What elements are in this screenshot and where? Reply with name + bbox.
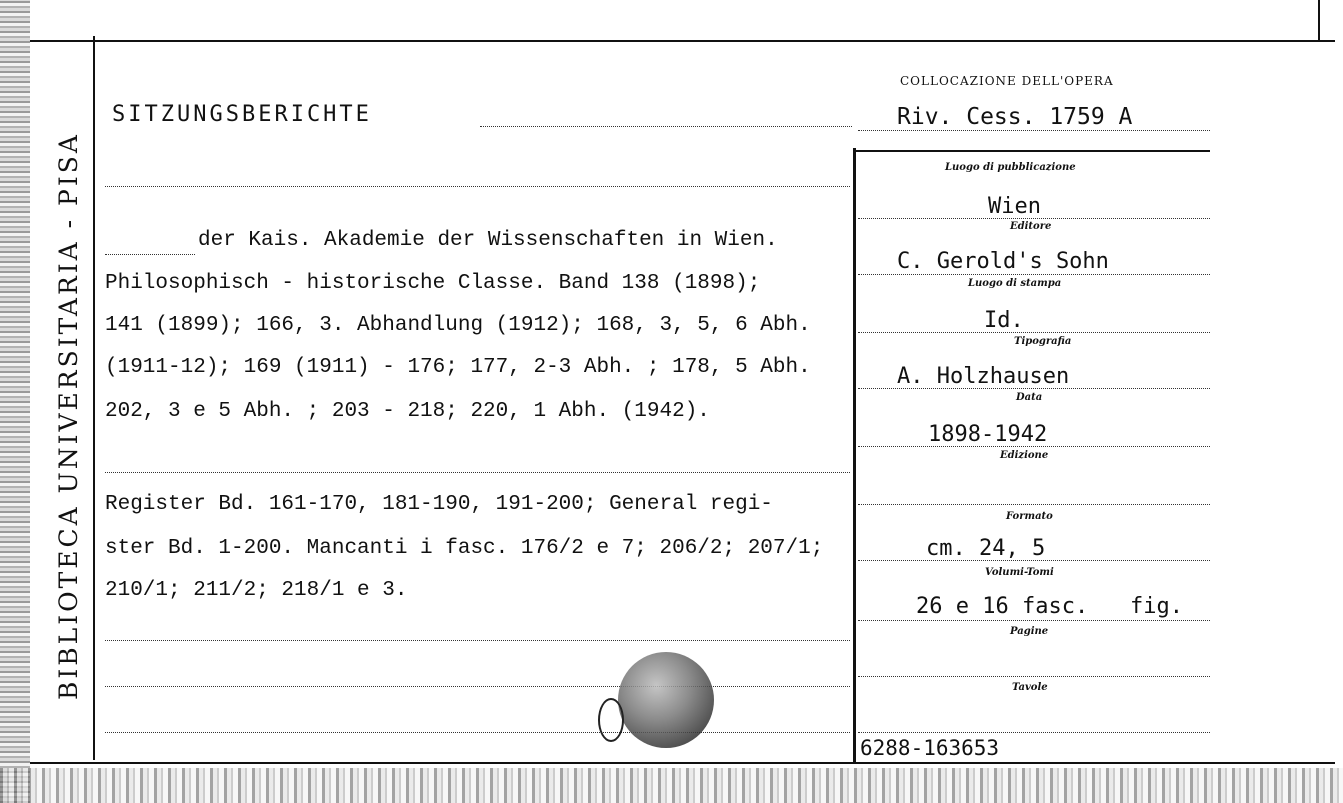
top-right-tick — [1318, 0, 1320, 40]
luogo-stampa-label: Luogo di stampa — [968, 278, 1062, 289]
field-rule — [858, 560, 1210, 561]
field-rule — [858, 732, 1210, 733]
data-label: Data — [1016, 392, 1043, 403]
luogo-pubblicazione-value: Wien — [988, 194, 1041, 219]
formato-value: cm. 24, 5 — [926, 536, 1046, 561]
register-line-1: Register Bd. 161-170, 181-190, 191-200; General regi- — [105, 493, 773, 516]
description-line-5: 202, 3 e 5 Abh. ; 203 - 218; 220, 1 Abh. (1942). — [105, 400, 710, 423]
volumi-value: 26 e 16 fasc. — [916, 594, 1089, 619]
luogo-pubblicazione-label: Luogo di pubblicazione — [945, 162, 1076, 173]
tipografia-label: Tipografia — [1014, 336, 1072, 347]
pagine-label: Pagine — [1010, 626, 1049, 637]
indent-rule — [105, 254, 195, 255]
stamp-loop — [598, 698, 624, 742]
library-spine-label: BIBLIOTECA UNIVERSITARIA - PISA — [54, 132, 83, 700]
field-rule — [858, 446, 1210, 447]
data-value: 1898-1942 — [928, 422, 1048, 447]
card-bottom-edge — [0, 768, 1343, 803]
inventory-number: 6288-163653 — [860, 736, 1000, 760]
blank-rule — [105, 640, 850, 641]
collocazione-rule — [858, 130, 1210, 131]
collocazione-value: Riv. Cess. 1759 A — [897, 104, 1133, 130]
title-rule — [480, 126, 852, 127]
tipografia-value: A. Holzhausen — [897, 364, 1070, 389]
editore-value: C. Gerold's Sohn — [897, 249, 1109, 274]
top-border — [30, 40, 1335, 42]
field-rule — [858, 332, 1210, 333]
register-line-3: 210/1; 211/2; 218/1 e 3. — [105, 579, 408, 602]
register-line-2: ster Bd. 1-200. Mancanti i fasc. 176/2 e 7; 206/2; 207/1; — [105, 537, 824, 560]
volumi-label: Volumi-Tomi — [985, 567, 1054, 578]
left-margin-line — [93, 36, 95, 760]
blank-rule — [105, 186, 850, 187]
blank-rule — [105, 686, 850, 687]
field-rule — [858, 388, 1210, 389]
description-line-2: Philosophisch - historische Classe. Band 138 (1898); — [105, 272, 761, 295]
field-rule — [858, 676, 1210, 677]
field-rule — [858, 218, 1210, 219]
card-left-edge — [0, 0, 30, 803]
field-rule — [858, 504, 1210, 505]
edizione-label: Edizione — [1000, 450, 1049, 461]
tavole-label: Tavole — [1012, 682, 1048, 693]
right-panel-divider — [853, 148, 856, 762]
right-panel-top — [853, 150, 1210, 152]
blank-rule — [105, 732, 850, 733]
bottom-border — [30, 762, 1335, 764]
collocazione-label: COLLOCAZIONE DELL'OPERA — [900, 74, 1114, 88]
description-line-3: 141 (1899); 166, 3. Abhandlung (1912); 168, 3, 5, 6 Abh. — [105, 314, 811, 337]
description-line-1: der Kais. Akademie der Wissenschaften in Wien. — [198, 229, 778, 252]
field-rule — [858, 274, 1210, 275]
work-title: SITZUNGSBERICHTE — [112, 102, 372, 127]
luogo-stampa-value: Id. — [984, 308, 1024, 333]
blank-rule — [105, 472, 850, 473]
field-rule — [858, 620, 1210, 621]
formato-label: Formato — [1006, 511, 1053, 522]
editore-label: Editore — [1010, 221, 1052, 232]
description-line-4: (1911-12); 169 (1911) - 176; 177, 2-3 Abh. ; 178, 5 Abh. — [105, 356, 811, 379]
library-stamp — [618, 652, 714, 748]
volumi-extra: fig. — [1130, 594, 1183, 619]
